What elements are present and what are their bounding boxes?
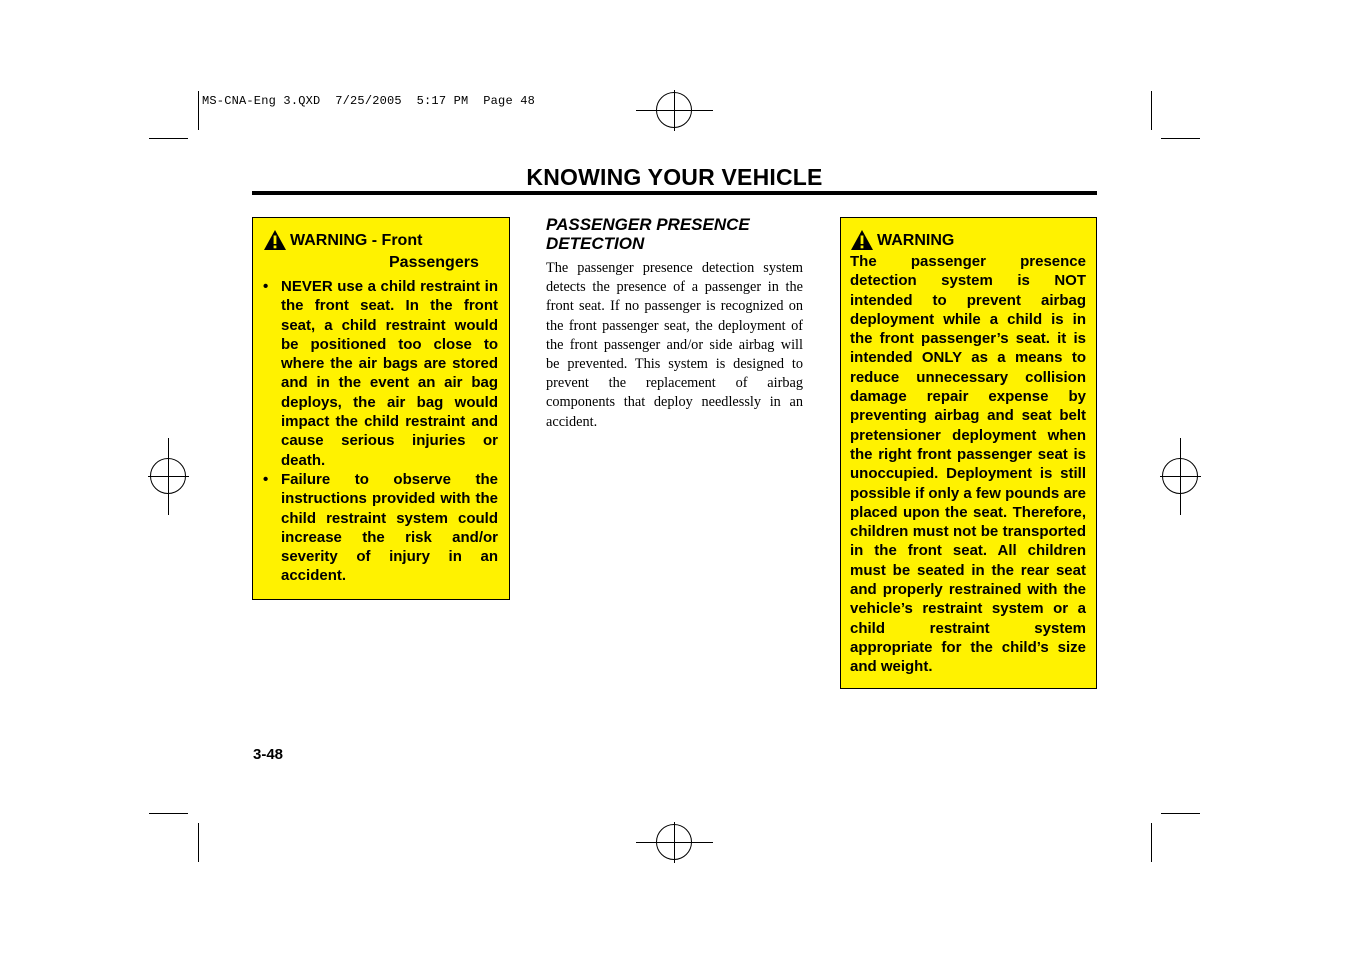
section-heading: PASSENGER PRESENCE DETECTION	[546, 215, 750, 253]
bullet-icon: •	[263, 278, 269, 295]
warning-body: The passenger presence detection system is NOT intended to prevent airbag deployment while a child is in the front passenger’s seat. it is intended ONLY as a means to reduce unnecessary collision damage repair expense by preventing airbag and seat belt pretensioner deployment when the right front passenger seat is unoccupied. Deployment is still possible if only a few pounds are placed upon the seat. Therefore, children must not be transported in the front seat. All children must be seated in the rear seat and properly restrained with the vehicle’s restraint system or a child restraint system appropriate for the child’s size and weight.	[850, 253, 1086, 676]
warning-heading-text: WARNING	[877, 232, 955, 249]
registration-circle-icon	[150, 458, 186, 494]
registration-circle-icon	[656, 824, 692, 860]
section-body: The passenger presence detection system detects the presence of a passenger in the front seat. If no passenger is recognized on the front passenger seat, the deployment of the front passenger and/or side airbag will be prevented. This system is designed to prevent the replacement of airbag components that deploy needlessly in an accident.	[546, 260, 803, 430]
warning-heading-line2-row	[263, 252, 498, 274]
warning-heading	[850, 230, 1086, 252]
warning-box-passenger-presence	[840, 217, 1097, 689]
crop-mark	[198, 823, 199, 862]
warning-heading	[263, 230, 498, 252]
crop-mark	[198, 91, 199, 130]
warning-heading-line1: WARNING - Front	[290, 232, 423, 249]
registration-circle-icon	[656, 92, 692, 128]
crop-mark	[149, 813, 188, 814]
warning-bullets	[263, 277, 498, 586]
print-slug: MS-CNA-Eng 3.QXD 7/25/2005 5:17 PM Page 48	[202, 94, 536, 108]
warning-heading-line2: Passengers	[389, 254, 479, 271]
bullet-icon: •	[263, 470, 269, 488]
warning-box-front-passengers	[252, 217, 510, 600]
crop-mark	[1161, 138, 1200, 139]
crop-mark	[1161, 813, 1200, 814]
registration-circle-icon	[1162, 458, 1198, 494]
warning-triangle-icon	[263, 229, 287, 251]
page-title: KNOWING YOUR VEHICLE	[526, 164, 823, 190]
page-number: 3-48	[253, 746, 284, 763]
crop-mark	[1151, 823, 1152, 862]
bullet-text: NEVER use a child restraint in the front seat. In the front seat, a child restraint would be positioned too close to where the air bags are stored and in the event an air bag deploys, the air bag would impact the child restraint and cause serious injuries or death.	[281, 278, 498, 469]
crop-mark	[1151, 91, 1152, 130]
list-item	[263, 470, 498, 586]
list-item	[263, 277, 498, 470]
crop-mark	[149, 138, 188, 139]
warning-triangle-icon	[850, 229, 874, 251]
title-rule	[252, 191, 1097, 195]
bullet-text: Failure to observe the instructions provided with the child restraint system could increase the risk and/or severity of injury in an accident.	[281, 470, 498, 585]
